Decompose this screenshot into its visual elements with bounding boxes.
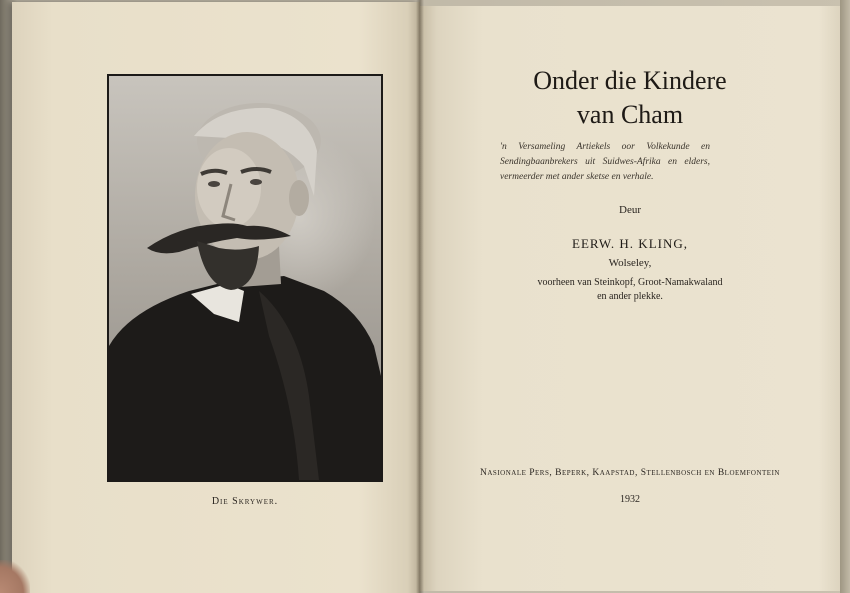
book-subtitle: 'n Versameling Artiekels oor Volkekunde en Sendingbaanbrekers uit Suidwes-Afrika en elders, vermeerder met ander sketse en verhale. [500,142,710,182]
book-gutter [416,0,424,593]
portrait-illustration [109,76,381,480]
book-title-line2: van Cham [576,100,684,129]
portrait-caption: Die Skrywer. [211,496,279,507]
by-line: Deur [619,204,641,216]
portrait-frame [107,74,383,482]
thumb [0,560,30,593]
book-title-line1: Onder die Kindere [533,66,727,95]
author-formerly-line2: en ander plekke. [597,291,663,302]
author-town: Wolseley, [608,257,652,269]
author-formerly-line1: voorheen van Steinkopf, Groot-Namakwaland [537,277,723,288]
publication-year: 1932 [620,494,640,505]
portrait-photograph [109,76,381,480]
page-edges [840,0,850,593]
author-formerly [430,276,830,304]
author-name: EERW. H. KLING, [572,236,688,251]
publisher-imprint: Nasionale Pers, Beperk, Kaapstad, Stellenbosch en Bloemfontein [480,468,780,478]
